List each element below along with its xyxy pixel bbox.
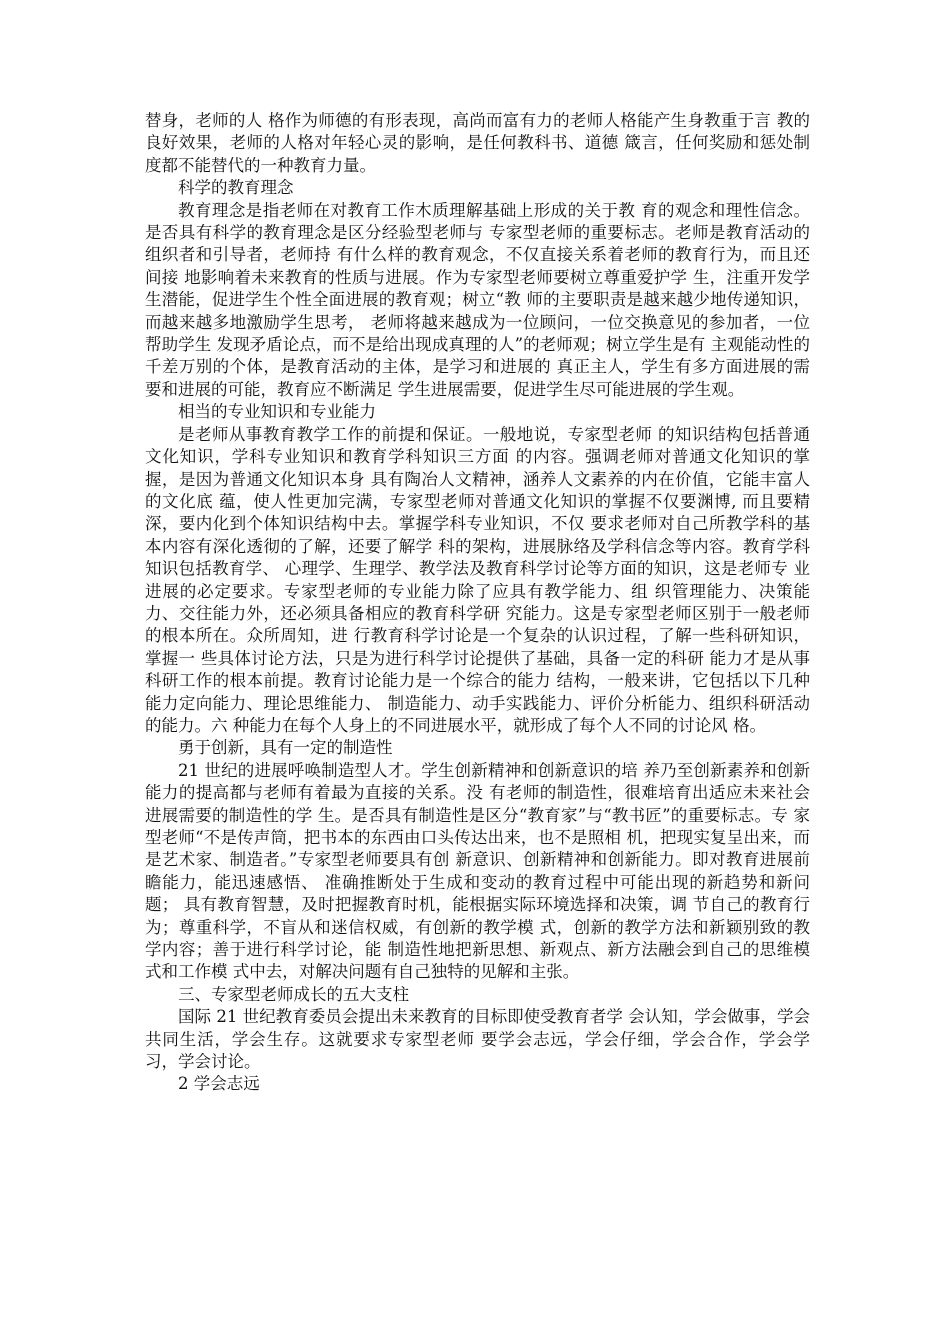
paragraph-teacher-personality: 替身，老师的人 格作为师德的有形表现，高尚而富有力的老师人格能产生身教重于言 教的良好效果，老师的人格对年轻心灵的影响，是任何教科书、道德 箴言，任何奖励和惩处制度都不能替代的一种教育力量。 <box>145 111 810 175</box>
document-page <box>145 110 810 1096</box>
paragraph-five-pillars: 国际 21 世纪教育委员会提出未来教育的目标即使受教育者学 会认知，学会做事，学会共同生活，学会生存。这就要求专家型老师 要学会志远，学会仔细，学会合作，学会学习，学会讨论。 <box>145 1007 810 1072</box>
paragraph-innovation: 21 世纪的进展呼唤制造型人才。学生创新精神和创新意识的培 养乃至创新素养和创新能力的提高都与老师有着最为直接的关系。没 有老师的制造性，很难培育出适应未来社会进展需要的制造性的学 生。是否具有制造性是区分“教育家”与“教书匠”的重要标志。专 家型老师“不是传声筒，把书本的东西由口头传达出来，也不是照相 机，把现实复呈出来，而是艺术家、制造者。”专家型老师要具有创 新意识、创新精神和创新能力。即对教育进展前瞻能力，能迅速感悟、 准确推断处于生成和变动的教育过程中可能出现的新趋势和新问题； 具有教育智慧，及时把握教育时机，能根据实际环境选择和决策，调 节自己的教育行为；尊重科学，不盲从和迷信权威，有创新的教学模 式，创新的教学方法和新颖别致的教学内容；善于进行科学讨论，能 制造性地把新思想、新观点、新方法融会到自己的思维模式和工作模 式中去，对解决问题有自己独特的见解和主张。 <box>145 760 810 982</box>
heading-scientific-education-concept: 科学的教育理念 <box>178 178 294 198</box>
paragraph-professional-knowledge: 是老师从事教育教学工作的前提和保证。一般地说，专家型老师 的知识结构包括普通文化知识，学科专业知识和教育学科知识三方面 的内容。强调老师对普通文化知识的掌握，是因为普通文化知识本身 具有陶冶人文精神，涵养人文素养的内在价值，它能丰富人的文化底 蕴，使人性更加完满，专家型老师对普通文化知识的掌握不仅要渊博, 而且要精深，要内化到个体知识结构中去。掌握学科专业知识，不仅 要求老师对自己所教学科的基本内容有深化透彻的了解，还要了解学 科的架构，进展脉络及学科信念等内容。教育学科知识包括教育学、 心理学、生理学、教学法及教育科学讨论等方面的知识，这是老师专 业进展的必定要求。专家型老师的专业能力除了应具有教学能力、组 织管理能力、决策能力、交往能力外，还必须具备相应的教育科学研 究能力。这是专家型老师区别于一般老师的根本所在。众所周知，进 行教育科学讨论是一个复杂的认识过程，了解一些科研知识，掌握一 些具体讨论方法，只是为进行科学讨论提供了基础，具备一定的科研 能力才是从事科研工作的根本前提。教育讨论能力是一个综合的能力 结构，一般来讲，它包括以下几种能力定向能力、理论思维能力、 制造能力、动手实践能力、评价分析能力、组织科研活动的能力。六 种能力在每个人身上的不同进展水平，就形成了每个人不同的讨论风 格。 <box>145 424 810 735</box>
heading-professional-knowledge: 相当的专业知识和专业能力 <box>178 402 376 422</box>
paragraph-education-concept: 教育理念是指老师在对教育工作木质理解基础上形成的关于教 育的观念和理性信念。是否具有科学的教育理念是区分经验型老师与 专家型老师的重要标志。老师是教育活动的组织者和引导者，老师持 有什么样的教育观念，不仅直接关系着老师的教育行为，而且还间接 地影响着未来教育的性质与进展。作为专家型老师要树立尊重爱护学 生，注重开发学生潜能，促进学生个性全面进展的教育观；树立“教 师的主要职责是越来越少地传递知识，而越来越多地激励学生思考， 老师将越来越成为一位顾问，一位交换意见的参加者，一位帮助学生 发现矛盾论点，而不是给出现成真理的人”的老师观；树立学生是有 主观能动性的千差万别的个体，是教育活动的主体，是学习和进展的 真正主人，学生有多方面进展的需要和进展的可能，教育应不断满足 学生进展需要，促进学生尽可能进展的学生观。 <box>145 200 810 399</box>
heading-five-pillars: 三、专家型老师成长的五大支柱 <box>178 984 409 1004</box>
heading-innovation: 勇于创新，具有一定的制造性 <box>178 738 393 758</box>
heading-learn-ambition: 2 学会志远 <box>178 1074 260 1094</box>
